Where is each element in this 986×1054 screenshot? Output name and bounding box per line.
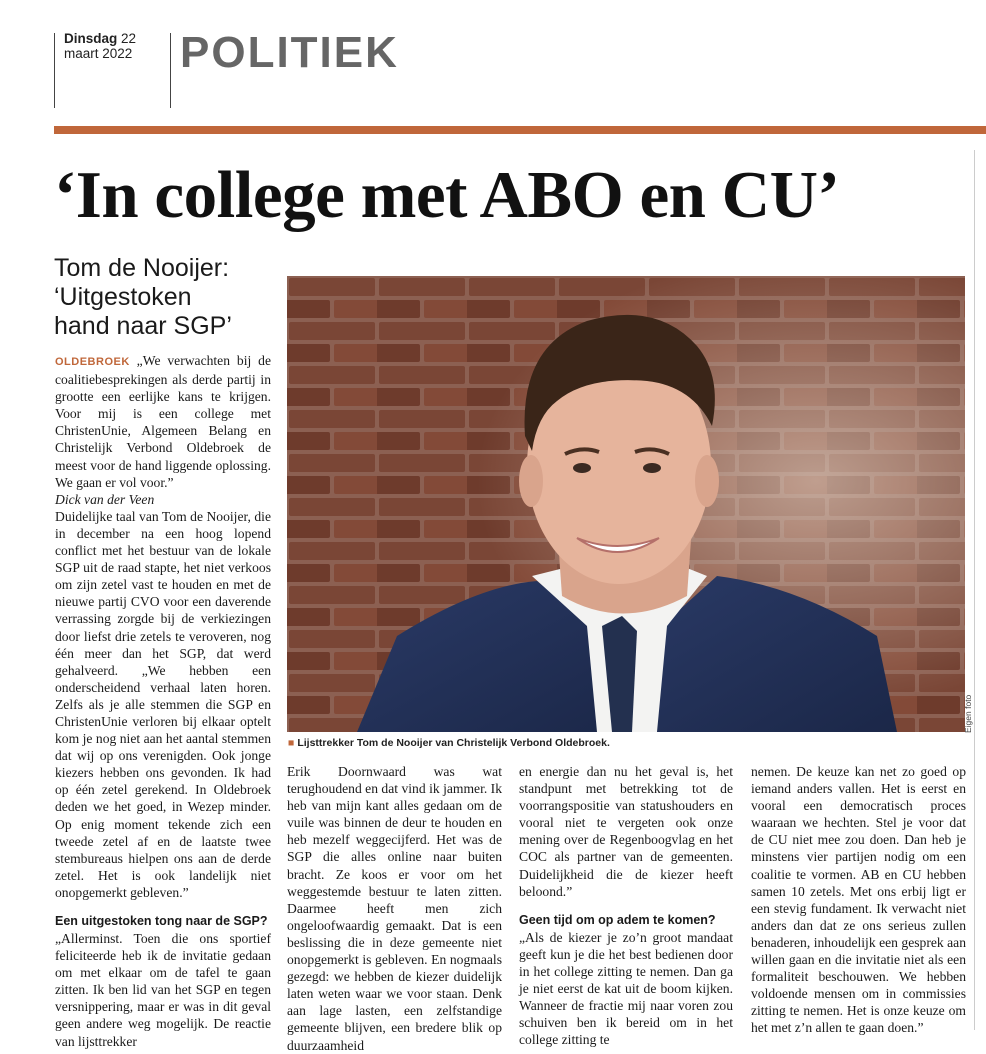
intro-paragraph — [55, 352, 271, 491]
portrait-illustration — [287, 276, 965, 732]
dateline: OLDEBROEK — [55, 356, 130, 368]
date-weekday: Dinsdag — [64, 31, 118, 46]
subheadline — [54, 254, 279, 341]
body-paragraph-6: nemen. De keuze kan net zo goed op iemand anders vallen. Het is eerst en vooral een democratisch proces waaraan we hechten. Stel je voor dat de CU niet mee zou doen. Dan heb je minstens vier partijen nodig om een coalitie te vormen. AB en CU hebben samen 10 zetels. Met ons erbij ligt er een stevig fundament. Ik verwacht niet anders dan dat ze ons serieus zullen benaderen, inhoudelijk een gesprek aan willen gaan en die invitatie niet als een formaliteit beschouwen. We hebben voldoende mensen om in commissies zitting te nemen. Het is onze keuze om het met z’n allen te gaan doen.” — [751, 764, 966, 1036]
caption-bullet-icon: ■ — [288, 737, 295, 749]
question-heading-2: Geen tijd om op adem te komen? — [519, 912, 716, 927]
date-divider-left — [54, 33, 55, 108]
body-paragraph-2: „Allerminst. Toen die ons sportief feliciteerde heb ik de invitatie gedaan om met elkaar om de tafel te gaan zitten. Ik ben lid van het SGP en tegen versnippering, maar er was in dit geval geen andere weg mogelijk. De reactie van lijsttrekker — [55, 931, 271, 1049]
subhead-line-1: Tom de Nooijer: — [54, 254, 230, 282]
body-paragraph-5: „Als de kiezer je zo’n groot mandaat geeft kun je die het best bedienen door in het college zitting te nemen. Dan ga je niet eerst de kat uit de boom kijken. Wanneer de fractie mij naar voren zou schuiven ben ik bereid om in het college zitting te — [519, 929, 733, 1048]
accent-bar — [54, 126, 986, 134]
caption-text: Lijsttrekker Tom de Nooijer van Christelijk Verbond Oldebroek. — [297, 737, 610, 749]
headline: ‘In college met ABO en CU’ — [54, 158, 840, 232]
section-title: POLITIEK — [180, 28, 399, 77]
body-paragraph-4: en energie dan nu het geval is, het standpunt met betrekking tot de voorrangspositie van statushouders en vooral niet te vergeten ook onze mening over de Regenboogvlag en het COC als partner van de gemeenten. Duidelijkheid die de kiezer heeft beloond.” — [519, 764, 733, 899]
photo-caption — [288, 737, 928, 749]
date-month-year: maart 2022 — [64, 46, 133, 61]
question-heading-1: Een uitgestoken tong naar de SGP? — [55, 914, 268, 928]
byline: Dick van der Veen — [55, 491, 155, 507]
date-day: 22 — [121, 31, 137, 46]
body-column-2 — [287, 763, 502, 1054]
issue-date — [64, 31, 160, 61]
intro-column — [55, 352, 271, 1050]
intro-text: „We verwachten bij de coalitiebesprekingen als derde partij in grootte een eerlijke kans te krijgen. Voor mij is een college met ChristenUnie, Algemeen Belang en Christelijk Verbond Oldebroek de meest voor de hand liggende oplossing. We gaan er vol voor.” — [55, 353, 271, 490]
photo-credit: Eigen foto — [963, 694, 973, 733]
page-edge-divider — [974, 150, 975, 1030]
body-column-4 — [751, 763, 966, 1037]
subhead-line-3: hand naar SGP’ — [54, 312, 232, 340]
body-paragraph-1: Duidelijke taal van Tom de Nooijer, die in december na een hoog lopend conflict met het bestuur van de lokale SGP uit de raad stapte, het niet verkoos om zijn zetel vast te houden en met de nieuwe partij CVO voor een daverende verrassing zorgde bij de verkiezingen door liefst drie zetels te veroveren, nog één meer dan het SGP, dat werd gehalveerd. „We hebben een onderscheidend verhaal laten horen. Zelfs als je alle stemmen die SGP en ChristenUnie verloren bij elkaar optelt kom je nog niet aan het aantal stemmen dat wij op ons verenigden. Ook jonge kiezers hebben ons gevonden. Ik had op één zetel gerekend. In Oldebroek deden we het goed, in Wezep minder. Op enig moment tekende zich een tweede zetel af en de laatste twee stembureaus hielpen ons aan de derde zetel. Het is ook landelijk niet onopgemerkt gebleven.” — [55, 508, 271, 900]
body-paragraph-3: Erik Doornwaard was wat terughoudend en dat vind ik jammer. Ik heb van mijn kant alles gedaan om de vuile was binnen de deur te houden en heb mezelf weggecijferd. Het was de SGP die alles online naar buiten bracht. Ze koos er voor om het weggestemde bestuur te laten zitten. Daarmee heeft men zich ongeloofwaardig gemaakt. Dat is een beslissing die in deze gemeente niet onopgemerkt is gebleven. En nogmaals gezegd: we hebben de kiezer duidelijk laten weten waar we voor staan. Denk aan lage lasten, een zelfstandige gemeente blijven, een bredere blik op duurzaamheid — [287, 764, 502, 1053]
subhead-line-2: ‘Uitgestoken — [54, 283, 192, 311]
date-divider-right — [170, 33, 171, 108]
body-column-3 — [519, 763, 733, 1048]
portrait-photo — [287, 276, 965, 732]
